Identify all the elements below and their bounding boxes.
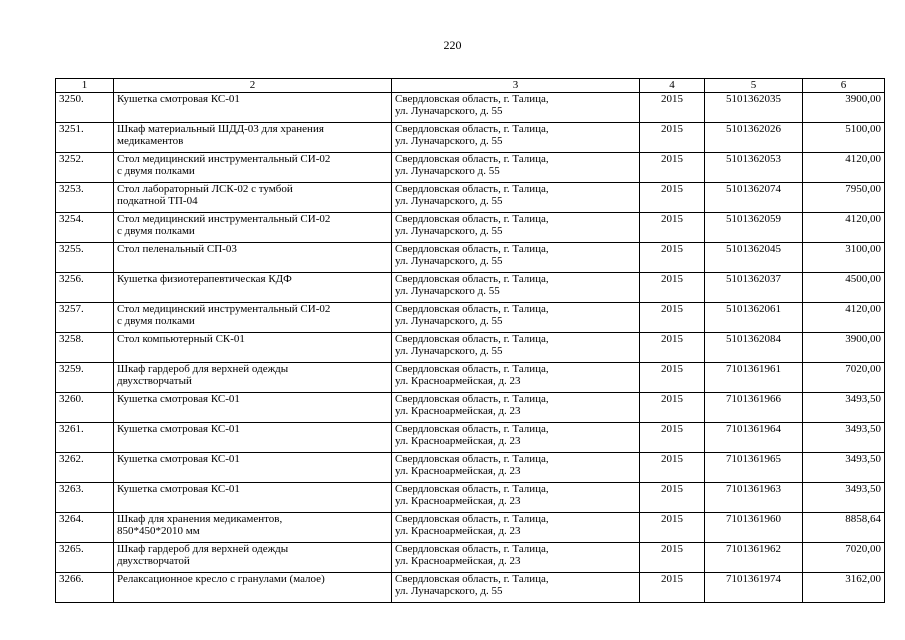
- table-row: [56, 123, 885, 153]
- item-name-line: Кушетка смотровая КС-01: [117, 423, 240, 435]
- address-cell: [392, 363, 640, 393]
- item-name-line: с двумя полками: [117, 165, 195, 177]
- year-cell: 2015: [640, 243, 705, 273]
- item-name-line: Кушетка смотровая КС-01: [117, 93, 240, 105]
- year-cell: 2015: [640, 213, 705, 243]
- row-number-cell: 3264.: [56, 513, 114, 543]
- table-row: [56, 183, 885, 213]
- address-line: Свердловская область, г. Талица,: [395, 153, 549, 165]
- item-name-line: двухстворчатой: [117, 555, 190, 567]
- item-name-cell: [114, 573, 392, 603]
- cost-cell: 5100,00: [803, 123, 885, 153]
- cost-cell: 3162,00: [803, 573, 885, 603]
- column-header-3: 3: [392, 79, 640, 93]
- item-name-line: с двумя полками: [117, 315, 195, 327]
- cost-cell: 3900,00: [803, 93, 885, 123]
- table-row: [56, 303, 885, 333]
- row-number-cell: 3265.: [56, 543, 114, 573]
- year-cell: 2015: [640, 483, 705, 513]
- item-name-line: Стол медицинский инструментальный СИ-02: [117, 213, 331, 225]
- year-cell: 2015: [640, 393, 705, 423]
- cost-cell: 7020,00: [803, 363, 885, 393]
- address-line: Свердловская область, г. Талица,: [395, 93, 549, 105]
- inventory-number-cell: 5101362053: [705, 153, 803, 183]
- address-cell: [392, 333, 640, 363]
- address-line: Свердловская область, г. Талица,: [395, 273, 549, 285]
- row-number-cell: 3266.: [56, 573, 114, 603]
- year-cell: 2015: [640, 123, 705, 153]
- item-name-line: Стол пеленальный СП-03: [117, 243, 237, 255]
- address-line: Свердловская область, г. Талица,: [395, 573, 549, 585]
- inventory-number-cell: 7101361964: [705, 423, 803, 453]
- row-number-cell: 3261.: [56, 423, 114, 453]
- cost-cell: 3900,00: [803, 333, 885, 363]
- column-header-2: 2: [114, 79, 392, 93]
- address-line: ул. Луначарского, д. 55: [395, 225, 503, 237]
- address-line: Свердловская область, г. Талица,: [395, 183, 549, 195]
- year-cell: 2015: [640, 513, 705, 543]
- row-number-cell: 3262.: [56, 453, 114, 483]
- address-line: Свердловская область, г. Талица,: [395, 333, 549, 345]
- row-number-cell: 3252.: [56, 153, 114, 183]
- address-cell: [392, 423, 640, 453]
- year-cell: 2015: [640, 573, 705, 603]
- year-cell: 2015: [640, 363, 705, 393]
- address-cell: [392, 183, 640, 213]
- table-row: [56, 363, 885, 393]
- address-line: ул. Красноармейская, д. 23: [395, 495, 521, 507]
- inventory-number-cell: 5101362061: [705, 303, 803, 333]
- address-cell: [392, 303, 640, 333]
- table-row: [56, 513, 885, 543]
- inventory-number-cell: 7101361962: [705, 543, 803, 573]
- address-line: Свердловская область, г. Талица,: [395, 303, 549, 315]
- item-name-line: Шкаф для хранения медикаментов,: [117, 513, 283, 525]
- cost-cell: 3493,50: [803, 483, 885, 513]
- inventory-number-cell: 7101361965: [705, 453, 803, 483]
- address-line: ул. Красноармейская, д. 23: [395, 405, 521, 417]
- table-body: [56, 93, 885, 603]
- table-row: [56, 93, 885, 123]
- inventory-number-cell: 5101362045: [705, 243, 803, 273]
- item-name-cell: [114, 153, 392, 183]
- item-name-line: Шкаф гардероб для верхней одежды: [117, 543, 289, 555]
- address-line: ул. Красноармейская, д. 23: [395, 555, 521, 567]
- header-row: [56, 79, 885, 93]
- row-number-cell: 3260.: [56, 393, 114, 423]
- inventory-number-cell: 7101361966: [705, 393, 803, 423]
- item-name-line: Стол лабораторный ЛСК-02 с тумбой: [117, 183, 293, 195]
- inventory-number-cell: 5101362084: [705, 333, 803, 363]
- address-line: ул. Красноармейская, д. 23: [395, 435, 521, 447]
- address-cell: [392, 573, 640, 603]
- inventory-number-cell: 7101361960: [705, 513, 803, 543]
- item-name-cell: [114, 213, 392, 243]
- page-number: 220: [443, 38, 462, 52]
- item-name-cell: [114, 243, 392, 273]
- item-name-line: Шкаф материальный ШДД-03 для хранения: [117, 123, 324, 135]
- item-name-line: Кушетка смотровая КС-01: [117, 393, 240, 405]
- table-row: [56, 273, 885, 303]
- row-number-cell: 3255.: [56, 243, 114, 273]
- table-row: [56, 543, 885, 573]
- cost-cell: 7020,00: [803, 543, 885, 573]
- inventory-number-cell: 5101362059: [705, 213, 803, 243]
- item-name-line: Релаксационное кресло с гранулами (малое): [117, 573, 325, 585]
- registry-table: [55, 78, 885, 603]
- item-name-cell: [114, 483, 392, 513]
- address-line: Свердловская область, г. Талица,: [395, 213, 549, 225]
- year-cell: 2015: [640, 93, 705, 123]
- row-number-cell: 3254.: [56, 213, 114, 243]
- row-number-cell: 3258.: [56, 333, 114, 363]
- address-cell: [392, 483, 640, 513]
- year-cell: 2015: [640, 423, 705, 453]
- inventory-number-cell: 5101362035: [705, 93, 803, 123]
- table-row: [56, 333, 885, 363]
- year-cell: 2015: [640, 303, 705, 333]
- address-line: Свердловская область, г. Талица,: [395, 393, 549, 405]
- address-line: ул. Луначарского д. 55: [395, 165, 500, 177]
- row-number-cell: 3257.: [56, 303, 114, 333]
- table-row: [56, 213, 885, 243]
- address-cell: [392, 243, 640, 273]
- cost-cell: 3493,50: [803, 453, 885, 483]
- address-cell: [392, 153, 640, 183]
- year-cell: 2015: [640, 153, 705, 183]
- item-name-line: двухстворчатый: [117, 375, 192, 387]
- item-name-cell: [114, 513, 392, 543]
- item-name-line: Шкаф гардероб для верхней одежды: [117, 363, 289, 375]
- table-row: [56, 573, 885, 603]
- address-cell: [392, 273, 640, 303]
- row-number-cell: 3259.: [56, 363, 114, 393]
- row-number-cell: 3256.: [56, 273, 114, 303]
- item-name-line: подкатной ТП-04: [117, 195, 198, 207]
- item-name-cell: [114, 423, 392, 453]
- row-number-cell: 3250.: [56, 93, 114, 123]
- item-name-cell: [114, 303, 392, 333]
- address-line: Свердловская область, г. Талица,: [395, 513, 549, 525]
- cost-cell: 4120,00: [803, 213, 885, 243]
- cost-cell: 4120,00: [803, 153, 885, 183]
- item-name-cell: [114, 393, 392, 423]
- address-line: ул. Луначарского, д. 55: [395, 105, 503, 117]
- item-name-cell: [114, 273, 392, 303]
- inventory-number-cell: 7101361974: [705, 573, 803, 603]
- address-line: Свердловская область, г. Талица,: [395, 543, 549, 555]
- row-number-cell: 3263.: [56, 483, 114, 513]
- inventory-number-cell: 5101362037: [705, 273, 803, 303]
- address-line: ул. Красноармейская, д. 23: [395, 525, 521, 537]
- address-line: Свердловская область, г. Талица,: [395, 243, 549, 255]
- cost-cell: 3493,50: [803, 393, 885, 423]
- item-name-line: Стол медицинский инструментальный СИ-02: [117, 153, 331, 165]
- address-cell: [392, 213, 640, 243]
- address-cell: [392, 123, 640, 153]
- cost-cell: 3493,50: [803, 423, 885, 453]
- item-name-cell: [114, 183, 392, 213]
- address-line: Свердловская область, г. Талица,: [395, 483, 549, 495]
- address-line: ул. Луначарского, д. 55: [395, 195, 503, 207]
- cost-cell: 3100,00: [803, 243, 885, 273]
- address-line: ул. Красноармейская, д. 23: [395, 375, 521, 387]
- column-header-5: 5: [705, 79, 803, 93]
- address-cell: [392, 393, 640, 423]
- address-line: Свердловская область, г. Талица,: [395, 423, 549, 435]
- year-cell: 2015: [640, 543, 705, 573]
- address-line: ул. Луначарского, д. 55: [395, 315, 503, 327]
- year-cell: 2015: [640, 183, 705, 213]
- item-name-cell: [114, 543, 392, 573]
- item-name-line: Кушетка смотровая КС-01: [117, 453, 240, 465]
- address-cell: [392, 513, 640, 543]
- inventory-number-cell: 7101361961: [705, 363, 803, 393]
- row-number-cell: 3253.: [56, 183, 114, 213]
- item-name-line: Кушетка смотровая КС-01: [117, 483, 240, 495]
- table-row: [56, 483, 885, 513]
- item-name-line: Кушетка физиотерапевтическая КДФ: [117, 273, 292, 285]
- address-line: Свердловская область, г. Талица,: [395, 453, 549, 465]
- address-line: ул. Красноармейская, д. 23: [395, 465, 521, 477]
- address-line: ул. Луначарского, д. 55: [395, 135, 503, 147]
- item-name-line: 850*450*2010 мм: [117, 525, 200, 537]
- cost-cell: 8858,64: [803, 513, 885, 543]
- table-row: [56, 423, 885, 453]
- item-name-line: Стол медицинский инструментальный СИ-02: [117, 303, 331, 315]
- item-name-cell: [114, 123, 392, 153]
- address-line: ул. Луначарского, д. 55: [395, 585, 503, 597]
- year-cell: 2015: [640, 333, 705, 363]
- address-cell: [392, 93, 640, 123]
- year-cell: 2015: [640, 273, 705, 303]
- item-name-cell: [114, 363, 392, 393]
- item-name-line: с двумя полками: [117, 225, 195, 237]
- item-name-cell: [114, 453, 392, 483]
- table-row: [56, 243, 885, 273]
- inventory-number-cell: 5101362074: [705, 183, 803, 213]
- inventory-number-cell: 5101362026: [705, 123, 803, 153]
- address-line: ул. Луначарского д. 55: [395, 285, 500, 297]
- cost-cell: 4500,00: [803, 273, 885, 303]
- column-header-1: 1: [56, 79, 114, 93]
- item-name-line: Стол компьютерный СК-01: [117, 333, 245, 345]
- row-number-cell: 3251.: [56, 123, 114, 153]
- table-row: [56, 453, 885, 483]
- column-header-6: 6: [803, 79, 885, 93]
- address-line: Свердловская область, г. Талица,: [395, 363, 549, 375]
- item-name-cell: [114, 333, 392, 363]
- table-row: [56, 153, 885, 183]
- column-header-4: 4: [640, 79, 705, 93]
- year-cell: 2015: [640, 453, 705, 483]
- item-name-line: медикаментов: [117, 135, 184, 147]
- cost-cell: 7950,00: [803, 183, 885, 213]
- address-cell: [392, 543, 640, 573]
- inventory-number-cell: 7101361963: [705, 483, 803, 513]
- address-line: Свердловская область, г. Талица,: [395, 123, 549, 135]
- address-cell: [392, 453, 640, 483]
- address-line: ул. Луначарского, д. 55: [395, 255, 503, 267]
- table-row: [56, 393, 885, 423]
- cost-cell: 4120,00: [803, 303, 885, 333]
- address-line: ул. Луначарского, д. 55: [395, 345, 503, 357]
- item-name-cell: [114, 93, 392, 123]
